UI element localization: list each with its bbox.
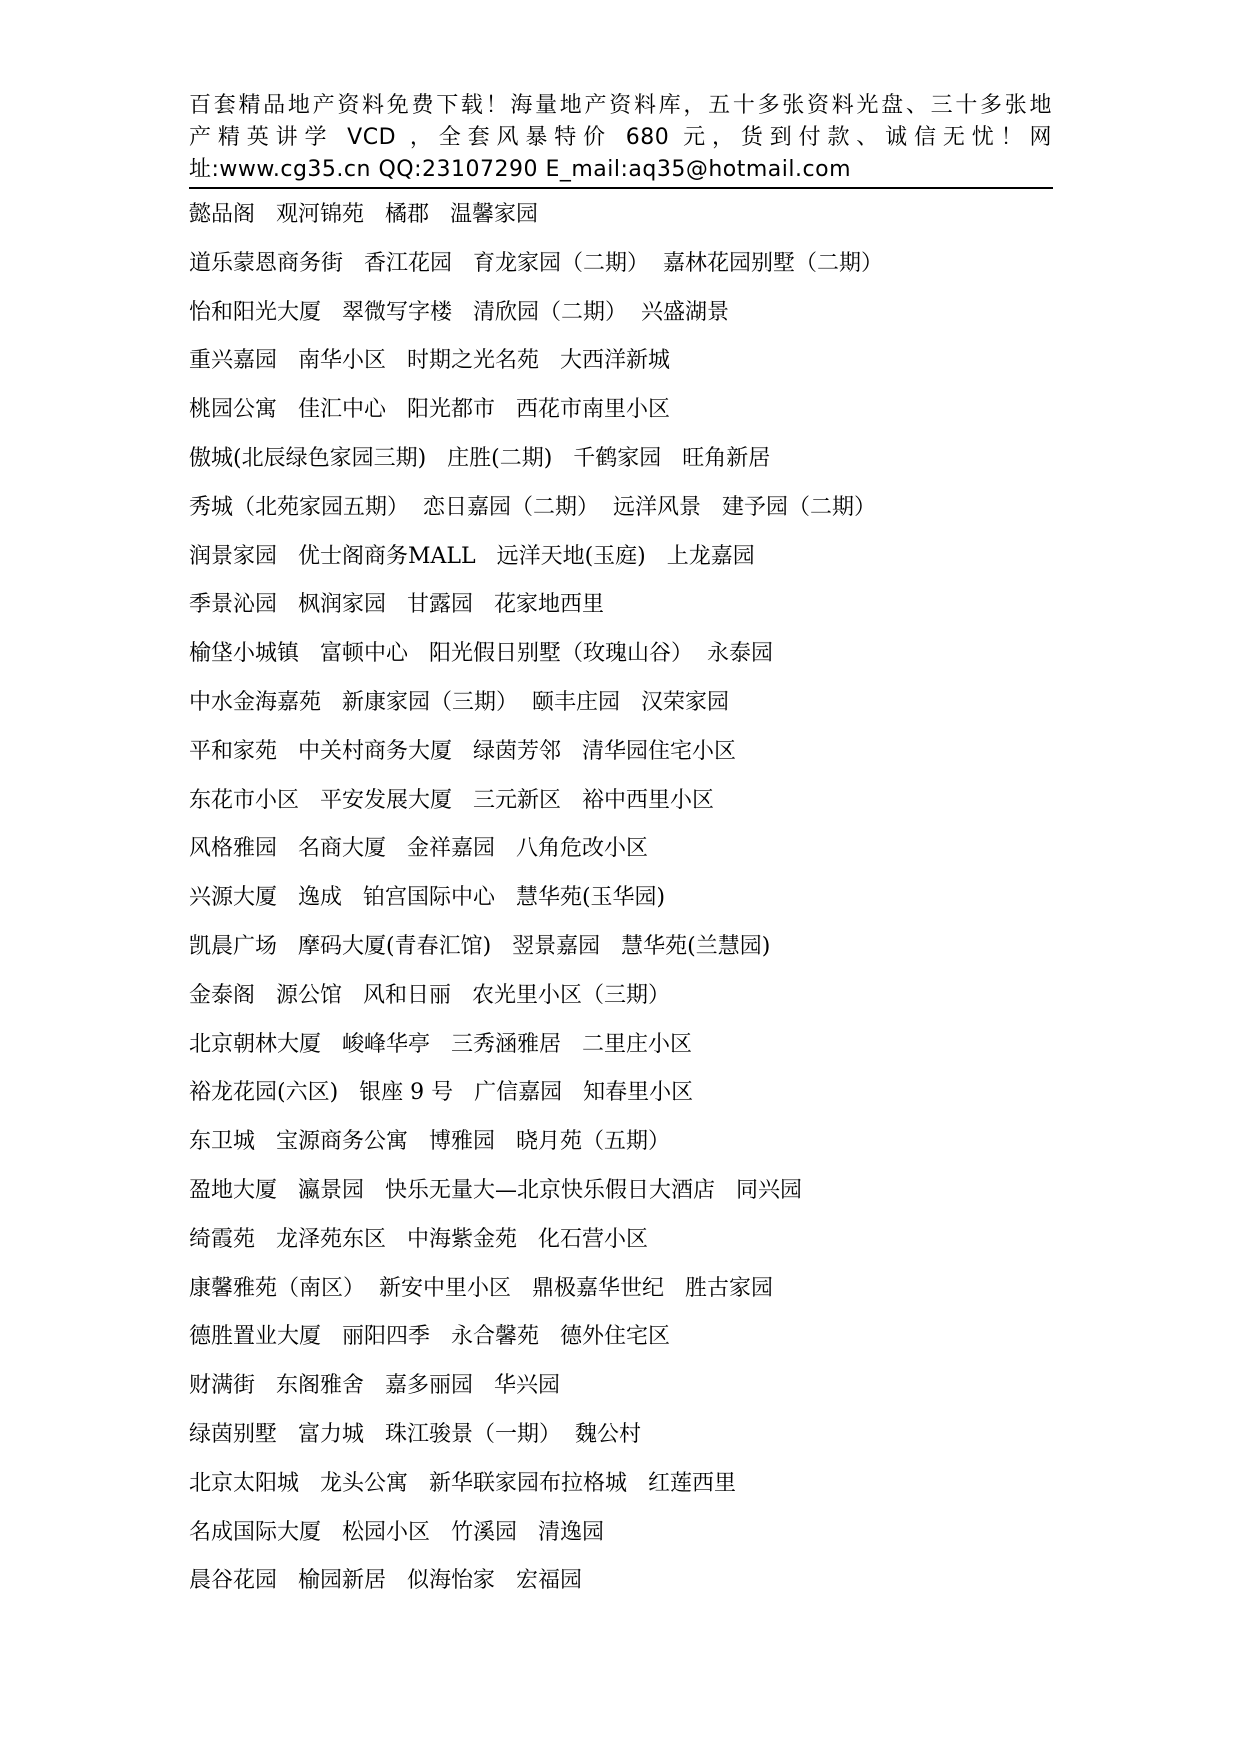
list-item: 财满街 东阁雅舍 嘉多丽园 华兴园: [189, 1373, 560, 1399]
list-item: 榆垡小城镇 富顿中心 阳光假日别墅（玫瑰山谷） 永泰园: [189, 641, 773, 667]
list-item: 秀城（北苑家园五期） 恋日嘉园（二期） 远洋风景 建予园（二期）: [189, 494, 876, 520]
list-item: 北京朝林大厦 峻峰华亭 三秀涵雅居 二里庄小区: [189, 1031, 692, 1057]
list-item: 季景沁园 枫润家园 甘露园 花家地西里: [189, 592, 604, 618]
header-line-2: 产精英讲学 VCD ，全套风暴特价 680 元，货到付款、诚信无忧！网: [189, 125, 1052, 150]
list-item: 道乐蒙恩商务街 香江花园 育龙家园（二期） 嘉林花园别墅（二期）: [189, 250, 883, 276]
promo-header: [189, 90, 1052, 186]
list-item: 重兴嘉园 南华小区 时期之光名苑 大西洋新城: [189, 348, 670, 374]
list-item: 风格雅园 名商大厦 金祥嘉园 八角危改小区: [189, 836, 648, 862]
header-line-1: 百套精品地产资料免费下载！海量地产资料库，五十多张资料光盘、三十多张地: [189, 93, 1052, 118]
list-item: 懿品阁 观河锦苑 橘郡 温馨家园: [189, 202, 538, 227]
list-item: 名成国际大厦 松园小区 竹溪园 清逸园: [189, 1519, 604, 1545]
list-item: 东卫城 宝源商务公寓 博雅园 晓月苑（五期）: [189, 1129, 670, 1155]
list-item: 晨谷花园 榆园新居 似海怡家 宏福园: [189, 1568, 582, 1594]
list-item: 润景家园 优士阁商务MALL 远洋天地(玉庭) 上龙嘉园: [189, 543, 755, 569]
list-item: 德胜置业大厦 丽阳四季 永合馨苑 德外住宅区: [189, 1324, 670, 1350]
list-item: 桃园公寓 佳汇中心 阳光都市 西花市南里小区: [189, 397, 670, 423]
list-item: 平和家苑 中关村商务大厦 绿茵芳邻 清华园住宅小区: [189, 738, 736, 764]
list-item: 盈地大厦 瀛景园 快乐无量大—北京快乐假日大酒店 同兴园: [189, 1177, 802, 1203]
list-item: 金泰阁 源公馆 风和日丽 农光里小区（三期）: [189, 982, 670, 1008]
list-item: 绿茵别墅 富力城 珠江骏景（一期） 魏公村: [189, 1421, 641, 1447]
list-item: 兴源大厦 逸成 铂宫国际中心 慧华苑(玉华园): [189, 885, 666, 911]
list-item: 凯晨广场 摩码大厦(青春汇馆) 翌景嘉园 慧华苑(兰慧园): [189, 933, 771, 959]
list-item: 北京太阳城 龙头公寓 新华联家园布拉格城 红莲西里: [189, 1470, 736, 1496]
property-list: [189, 196, 1089, 1611]
list-item: 傲城(北辰绿色家园三期) 庄胜(二期) 千鹤家园 旺角新居: [189, 445, 771, 471]
list-item: 康馨雅苑（南区） 新安中里小区 鼎极嘉华世纪 胜古家园: [189, 1275, 773, 1301]
header-line-3: 址:www.cg35.cn QQ:23107290 E_mail:aq35@hotmail.com: [189, 157, 851, 182]
list-item: 中水金海嘉苑 新康家园（三期） 颐丰庄园 汉荣家园: [189, 689, 729, 715]
list-item: 东花市小区 平安发展大厦 三元新区 裕中西里小区: [189, 787, 714, 813]
header-divider: [189, 187, 1053, 189]
list-item: 怡和阳光大厦 翠微写字楼 清欣园（二期） 兴盛湖景: [189, 299, 729, 325]
list-item: 绮霞苑 龙泽苑东区 中海紫金苑 化石营小区: [189, 1226, 648, 1252]
list-item: 裕龙花园(六区) 银座 9 号 广信嘉园 知春里小区: [189, 1080, 694, 1106]
